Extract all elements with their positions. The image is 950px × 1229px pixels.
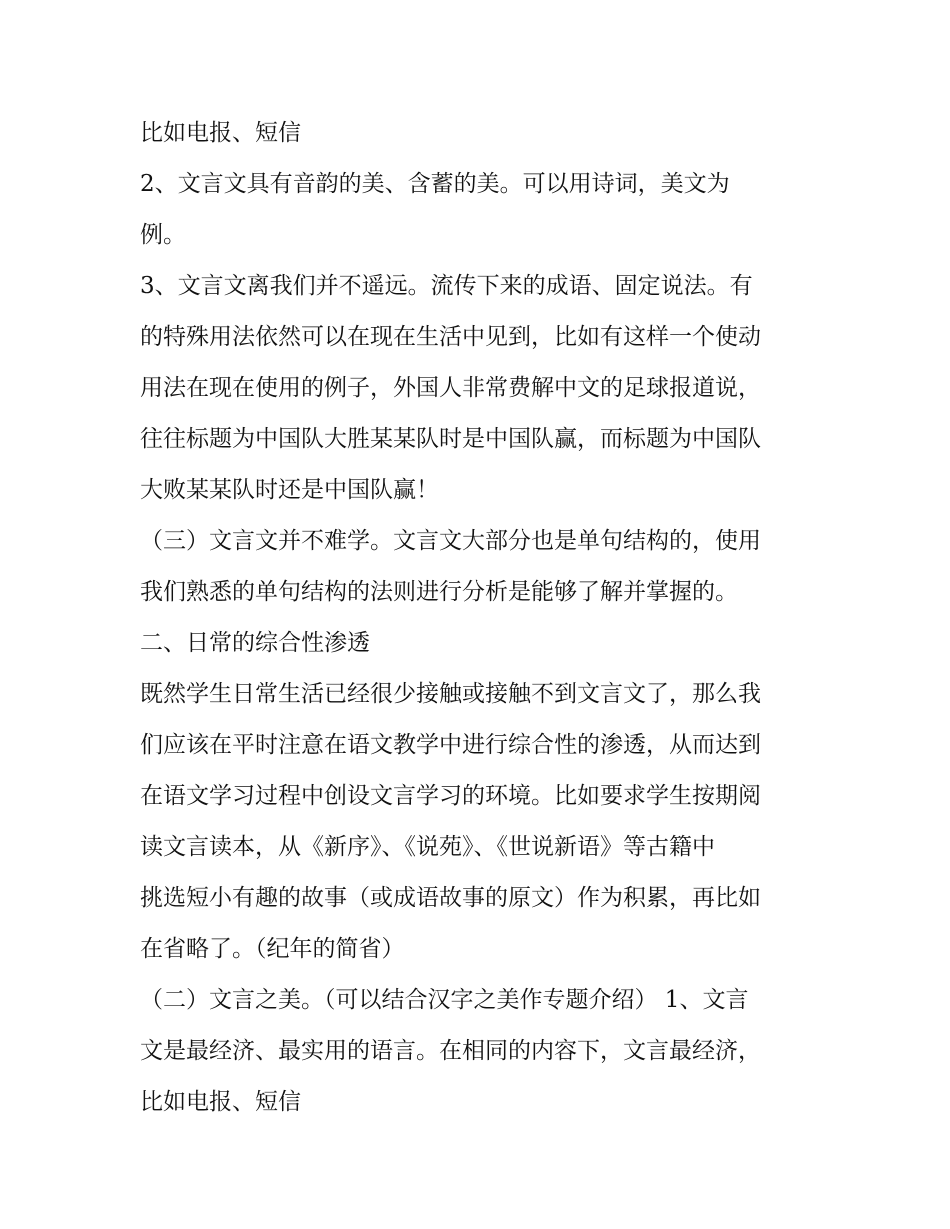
document-page <box>140 108 820 1128</box>
text-line: 的特殊用法依然可以在现在生活中见到，比如有这样一个使动 <box>140 324 761 350</box>
text-line: 二、日常的综合性渗透 <box>140 630 370 656</box>
text-line: 读文言读本，从《新序》、《说苑》、《世说新语》等古籍中 <box>140 834 715 860</box>
text-line: 比如电报、短信 <box>140 120 301 146</box>
text-line: 往往标题为中国队大胜某某队时是中国队赢，而标题为中国队 <box>140 426 761 452</box>
text-line: （三）文言文并不难学。文言文大部分也是单句结构的，使用 <box>140 528 761 554</box>
text-line: 大败某某队时还是中国队赢！ <box>140 477 439 503</box>
text-line: 文是最经济、最实用的语言。在相同的内容下，文言最经济， <box>140 1038 761 1064</box>
text-line: 我们熟悉的单句结构的法则进行分析是能够了解并掌握的。 <box>140 579 738 605</box>
text-line: 在语文学习过程中创设文言学习的环境。比如要求学生按期阅 <box>140 783 761 809</box>
text-line: （二）文言之美。（可以结合汉字之美作专题介绍） 1、文言 <box>140 987 749 1013</box>
text-line: 2、文言文具有音韵的美、含蓄的美。可以用诗词，美文为 <box>140 171 730 197</box>
text-line: 在省略了。（纪年的简省） <box>140 936 405 962</box>
text-line: 们应该在平时注意在语文教学中进行综合性的渗透，从而达到 <box>140 732 761 758</box>
text-line: 用法在现在使用的例子，外国人非常费解中文的足球报道说， <box>140 375 761 401</box>
text-line: 例。 <box>140 222 186 248</box>
text-line: 挑选短小有趣的故事（或成语故事的原文）作为积累，再比如 <box>140 885 761 911</box>
text-line: 比如电报、短信 <box>140 1089 301 1115</box>
text-line: 既然学生日常生活已经很少接触或接触不到文言文了，那么我 <box>140 681 761 707</box>
text-line: 3、文言文离我们并不遥远。流传下来的成语、固定说法。有 <box>140 273 753 299</box>
